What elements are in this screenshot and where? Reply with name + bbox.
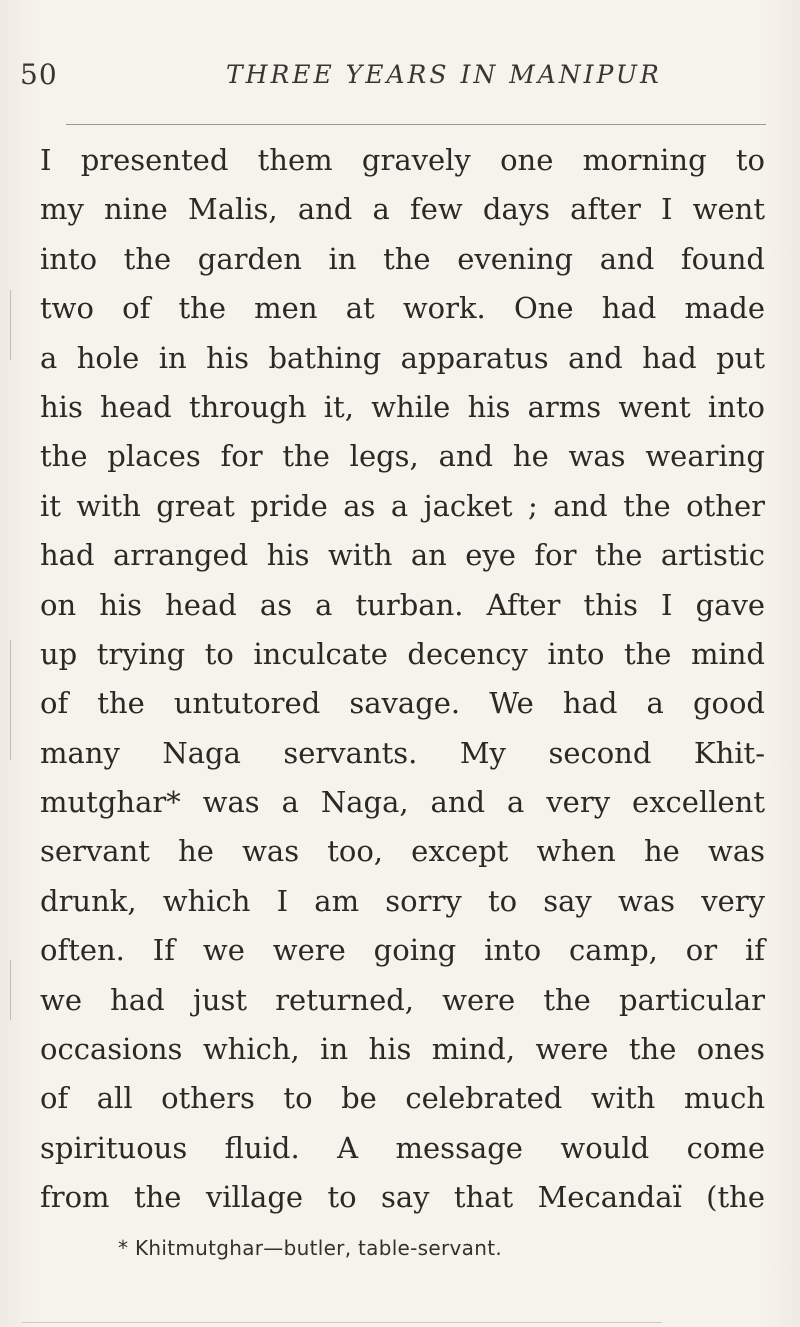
text-line: a hole in his bathing apparatus and had put	[40, 340, 765, 375]
text-line: occasions which, in his mind, were the ones	[40, 1032, 765, 1067]
body-text	[40, 136, 765, 1223]
text-line: servant he was too, except when he was	[40, 834, 765, 869]
text-line: many Naga servants. My second Khit-	[40, 735, 765, 770]
text-line: it with great pride as a jacket ; and the other	[40, 488, 765, 523]
page-number: 50	[20, 58, 58, 91]
text-line: on his head as a turban. After this I gave	[40, 587, 765, 622]
text-line: drunk, which I am sorry to say was very	[40, 883, 765, 918]
text-line: his head through it, while his arms went into	[40, 389, 765, 424]
text-line: up trying to inculcate decency into the mind	[40, 636, 765, 671]
text-line: into the garden in the evening and found	[40, 241, 765, 276]
margin-mark	[10, 290, 11, 360]
text-line: from the village to say that Mecandaï (the	[40, 1180, 765, 1215]
text-line: we had just returned, were the particular	[40, 982, 765, 1017]
text-line: two of the men at work. One had made	[40, 291, 765, 326]
text-line: the places for the legs, and he was wearing	[40, 439, 765, 474]
footnote: * Khitmutghar—butler, table-servant.	[118, 1236, 502, 1260]
text-line: my nine Malis, and a few days after I went	[40, 192, 765, 227]
text-line: had arranged his with an eye for the artistic	[40, 538, 765, 573]
text-line: of the untutored savage. We had a good	[40, 686, 765, 721]
margin-mark	[10, 640, 11, 760]
text-line: often. If we were going into camp, or if	[40, 933, 765, 968]
margin-mark	[10, 960, 11, 1020]
text-line: spirituous fluid. A message would come	[40, 1130, 765, 1165]
header-rule	[66, 124, 766, 125]
text-line: I presented them gravely one morning to	[40, 143, 765, 177]
text-line: of all others to be celebrated with much	[40, 1081, 765, 1116]
running-head: THREE YEARS IN MANIPUR	[226, 60, 662, 89]
page-edge-rule	[22, 1322, 662, 1323]
text-line: mutghar* was a Naga, and a very excellent	[40, 785, 765, 820]
